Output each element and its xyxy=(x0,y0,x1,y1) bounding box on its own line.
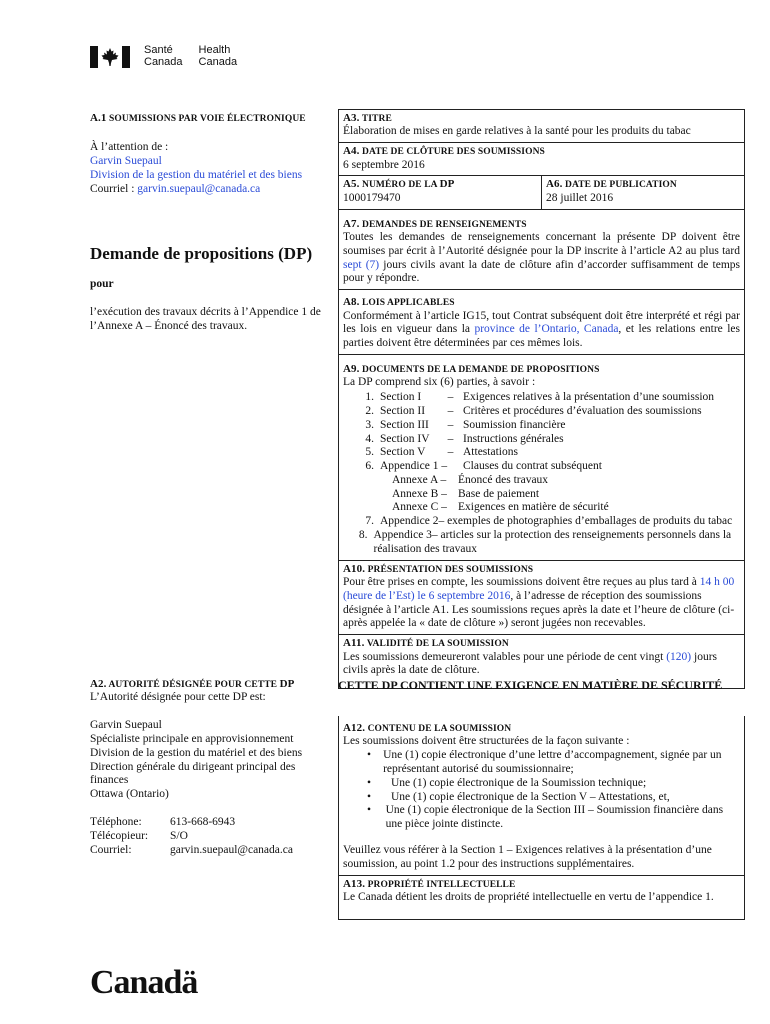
security-heading: CETTE DP CONTIENT UNE EXIGENCE EN MATIÈRE DE SÉCURITÉ xyxy=(338,678,723,692)
section-a12 xyxy=(339,716,744,876)
section-a5 xyxy=(339,176,542,208)
a1-name: Garvin Suepaul xyxy=(90,155,162,168)
a7-text: Toutes les demandes de renseignements concernant la présente DP doivent être soumises par écrit à l’Autorité désignée pour la DP inscrite à l’article A2 au plus tard sept (7) jours civils avant la date de clôture afin d’accorder suffisamment de temps pour y répondre. xyxy=(343,230,741,285)
list-subitem: Annexe B – Base de paiement xyxy=(392,487,540,500)
signature-fr-line2: Canada xyxy=(144,56,183,68)
a2-fax: S/O xyxy=(170,829,188,842)
a2-contacts xyxy=(90,816,335,857)
a1-email-line xyxy=(90,183,330,197)
list-item: 6. Appendice 1 – Clauses du contrat subséquent xyxy=(365,460,602,473)
a2-fax-label: Télécopieur: xyxy=(90,829,149,842)
dp-pour: pour xyxy=(90,278,114,291)
a2-line: Ottawa (Ontario) xyxy=(90,788,169,801)
a9-documents-list xyxy=(343,391,740,557)
a2-mail-label: Courriel: xyxy=(90,843,132,856)
dp-description: l’exécution des travaux décrits à l’Appendice 1 de l’Annexe A – Énoncé des travaux. xyxy=(90,306,321,332)
a5-text: 1000179470 xyxy=(343,191,401,204)
a3-text: Élaboration de mises en garde relatives à la santé pour les produits du tabac xyxy=(343,125,691,138)
a10-text: Pour être prises en compte, les soumissions doivent être reçues au plus tard à 14 h 00 (heure de l’Est) le 6 septembre 2016, à l’adresse de réception des soumissions désignée à l’article A1. Les soumissions reçues après la date et l’heure de clôture (ci-après appelée la « date de clôture ») seront jugées non recevables. xyxy=(343,576,735,630)
section-a4 xyxy=(339,143,744,176)
signature-fr xyxy=(144,44,183,68)
list-item: 2. Section II – Critères et procédures d’évaluation des soumissions xyxy=(365,404,702,417)
a10-label: A10. PRÉSENTATION DES SOUMISSIONS xyxy=(343,562,534,575)
a2-line: Garvin Suepaul xyxy=(90,719,162,732)
list-item: • Une (1) copie électronique de la Soumission technique; xyxy=(367,776,647,789)
list-subitem: Annexe C – Exigences en matière de sécurité xyxy=(392,501,609,514)
a3-label: A3. TITRE xyxy=(343,112,392,124)
list-item: 7. Appendice 2– exemples de photographies d’emballages de produits du tabac xyxy=(365,515,733,528)
canada-flag-icon xyxy=(90,46,130,68)
a12-label: A12. CONTENU DE LA SOUMISSION xyxy=(343,722,512,734)
dp-title-block xyxy=(90,244,335,334)
row-a5-a6 xyxy=(339,176,744,209)
section-a9 xyxy=(339,355,744,561)
a2-line: Spécialiste principale en approvisionnement xyxy=(90,732,294,745)
a6-text: 28 juillet 2016 xyxy=(546,191,614,204)
signature-en xyxy=(199,44,238,68)
a11-label: A11. VALIDITÉ DE LA SOUMISSION xyxy=(343,637,509,650)
list-item: • Une (1) copie électronique de la Section III – Soumission financière dans une pièce jointe distincte. xyxy=(367,804,724,831)
list-item: • Une (1) copie électronique d’une lettre d’accompagnement, signée par un représentant autorisé du soumissionnaire; xyxy=(367,749,722,775)
list-item: 5. Section V – Attestations xyxy=(365,446,518,459)
a1-attention: À l’attention de : xyxy=(90,141,169,154)
page-title: Demande de propositions (DP) xyxy=(90,244,313,263)
a1-label: A.1 SOUMISSIONS PAR VOIE ÉLECTRONIQUE xyxy=(90,112,306,124)
a6-label: A6. DATE DE PUBLICATION xyxy=(546,178,677,191)
section-a7 xyxy=(339,210,744,291)
a7-label: A7. DEMANDES DE RENSEIGNEMENTS xyxy=(343,217,527,230)
a13-label: A13. PROPRIÉTÉ INTELLECTUELLE xyxy=(343,877,516,890)
a8-text: Conformément à l’article IG15, tout Contrat subséquent doit être interprété et régi par les lois en vigueur dans la province de l’Ontario, Canada, et les relations entre les parties doivent être déterminées par ces mêmes lois. xyxy=(343,309,740,350)
a9-label: A9. DOCUMENTS DE LA DEMANDE DE PROPOSITIONS xyxy=(343,362,600,375)
a11-text: Les soumissions demeureront valables pour une période de cent vingt (120) jours civils après la date de clôture. xyxy=(343,650,717,677)
canada-wordmark-logo: Canadä xyxy=(90,964,198,1001)
a12-intro: Les soumissions doivent être structurées de la façon suivante : xyxy=(343,735,630,748)
a12-bullet-list xyxy=(343,749,740,832)
right-box-main xyxy=(338,109,745,689)
signature-en-line1: Health xyxy=(198,44,231,56)
list-item: 3. Section III – Soumission financière xyxy=(365,418,566,431)
a13-text: Le Canada détient les droits de propriété intellectuelle en vertu de l’appendice 1. xyxy=(343,890,714,903)
list-subitem: Annexe A – Énoncé des travaux xyxy=(392,473,549,486)
a4-label: A4. DATE DE CLÔTURE DES SOUMISSIONS xyxy=(343,145,545,158)
a1-division: Division de la gestion du matériel et des biens xyxy=(90,168,303,181)
a1-email-link[interactable]: garvin.suepaul@canada.ca xyxy=(137,182,261,195)
a4-text: 6 septembre 2016 xyxy=(343,158,425,171)
a2-address xyxy=(90,719,335,802)
section-a13 xyxy=(339,876,744,919)
a8-label: A8. LOIS APPLICABLES xyxy=(343,296,455,309)
right-box-secondary xyxy=(338,716,745,920)
section-a8 xyxy=(339,290,744,355)
section-a6 xyxy=(542,176,744,208)
a2-intro: L’Autorité désignée pour cette DP est: xyxy=(90,691,266,704)
list-item: • Une (1) copie électronique de la Section V – Attestations, et, xyxy=(367,790,670,803)
a2-tel: 613-668-6943 xyxy=(170,815,236,828)
section-a10 xyxy=(339,561,744,636)
signature-en-line2: Canada xyxy=(198,56,238,68)
a5-label: A5. NUMÉRO DE LA DP xyxy=(343,178,455,191)
section-a1 xyxy=(90,112,330,197)
list-item: 4. Section IV – Instructions générales xyxy=(365,432,564,445)
a2-label: A2. AUTORITÉ DÉSIGNÉE POUR CETTE DP xyxy=(90,678,295,690)
a9-intro: La DP comprend six (6) parties, à savoir : xyxy=(343,376,536,389)
gov-signature xyxy=(90,44,237,68)
a12-note: Veuillez vous référer à la Section 1 – Exigences relatives à la présentation d’une soumission, au point 1.2 pour des instructions supplémentaires. xyxy=(343,843,712,870)
a1-email-label: Courriel : xyxy=(90,182,135,195)
section-a3 xyxy=(339,110,744,143)
section-a2 xyxy=(90,678,335,857)
a2-line: Division de la gestion du matériel et des biens xyxy=(90,746,303,759)
list-item: 8. Appendice 3– articles sur la protection des renseignements personnels dans la réalisation des travaux xyxy=(358,529,732,555)
a2-line: Direction générale du dirigeant principal des finances xyxy=(90,760,296,787)
signature-fr-line1: Santé xyxy=(144,44,173,56)
list-item: 1. Section I – Exigences relatives à la présentation d’une soumission xyxy=(365,391,715,404)
a2-mail[interactable]: garvin.suepaul@canada.ca xyxy=(170,843,293,856)
a2-tel-label: Téléphone: xyxy=(90,815,142,828)
